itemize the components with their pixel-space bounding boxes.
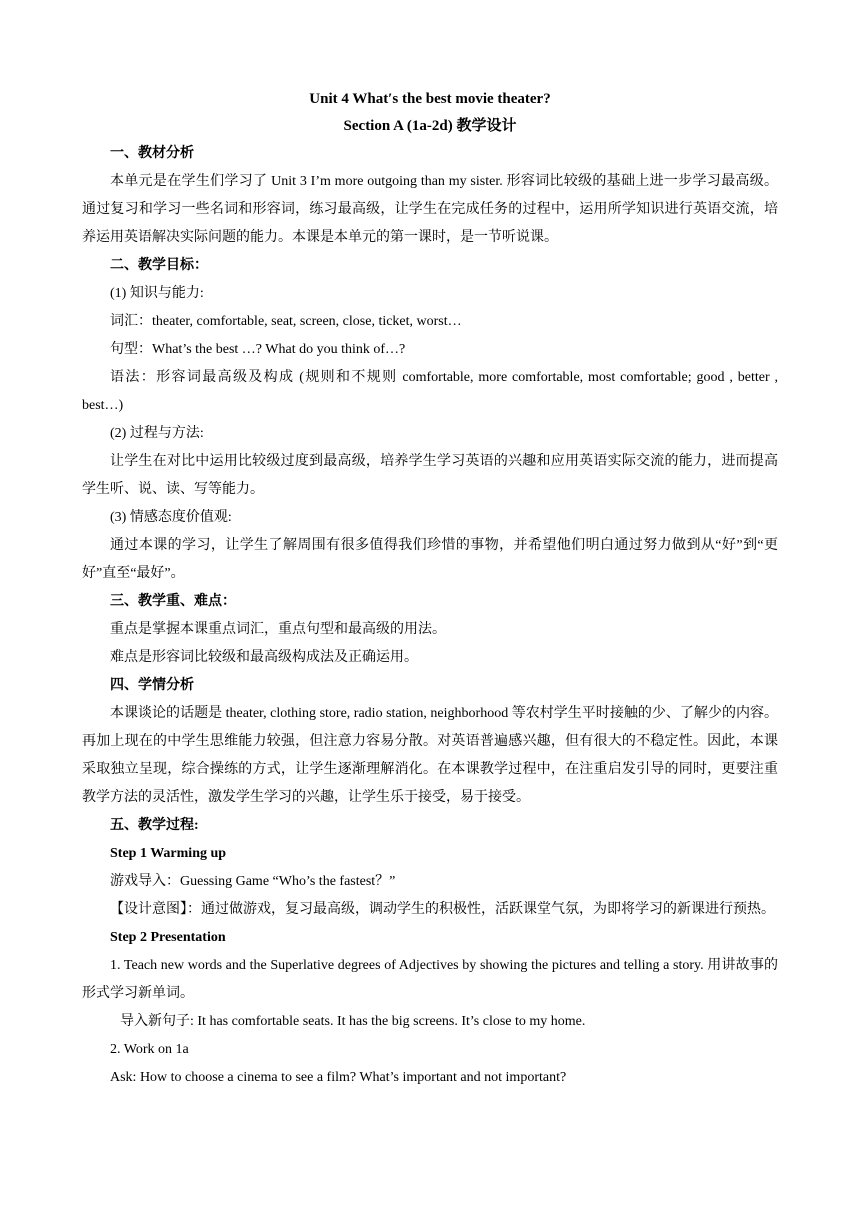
step-2-item-1-sentences: 导入新句子: It has comfortable seats. It has the big screens. It’s close to my home. [120, 1014, 586, 1029]
objective-grammar: 语法：形容词最高级及构成 (规则和不规则 comfortable, more comfortable, most comfortable; good , better , best…) [82, 370, 778, 413]
objective-sentence-patterns: 句型：What’s the best …? What do you think of…? [110, 342, 406, 357]
section-heading-student-analysis: 四、学情分析 [110, 678, 194, 693]
step-1-game: 游戏导入：Guessing Game “Who’s the fastest？” [110, 874, 396, 889]
objective-attitude-heading: (3) 情感态度价值观: [110, 510, 232, 525]
step-2-item-1: 1. Teach new words and the Superlative degrees of Adjectives by showing the pictures and telling a story. 用讲故事的形式学习新单词。 [82, 958, 778, 1001]
step-1-heading: Step 1 Warming up [110, 846, 227, 861]
document-title: Unit 4 What′s the best movie theater? [309, 91, 551, 107]
document-subtitle: Section A (1a-2d) 教学设计 [343, 118, 517, 134]
step-2-item-2: 2. Work on 1a [110, 1042, 189, 1057]
document-body [82, 86, 778, 1092]
section-heading-textbook-analysis: 一、教材分析 [110, 146, 194, 161]
paragraph-process-methods: 让学生在对比中运用比较级过度到最高级，培养学生学习英语的兴趣和应用英语实际交流的能力，进而提高学生听、说、读、写等能力。 [82, 454, 778, 497]
section-heading-objectives: 二、教学目标： [110, 258, 208, 273]
section-heading-key-points: 三、教学重、难点： [110, 594, 236, 609]
objective-process-heading: (2) 过程与方法: [110, 426, 204, 441]
objective-vocabulary: 词汇：theater, comfortable, seat, screen, close, ticket, worst… [110, 314, 462, 329]
section-heading-teaching-process: 五、教学过程: [110, 818, 199, 833]
step-1-design-intent: 【设计意图】：通过做游戏，复习最高级，调动学生的积极性，活跃课堂气氛，为即将学习的新课进行预热。 [110, 902, 775, 917]
difficult-point-text: 难点是形容词比较级和最高级构成法及正确运用。 [110, 650, 418, 665]
objective-knowledge-heading: (1) 知识与能力: [110, 286, 204, 301]
paragraph-student-analysis: 本课谈论的话题是 theater, clothing store, radio station, neighborhood 等农村学生平时接触的少、了解少的内容。再加上现在的中学生思维能力较强，但注意力容易分散。对英语普遍感兴趣，但有很大的不稳定性。因此，本课采取独立呈现，综合操练的方式，让学生逐渐理解消化。在本课教学过程中，在注重启发引导的同时，更要注重教学方法的灵活性，激发学生学习的兴趣，让学生乐于接受，易于接受。 [82, 706, 778, 805]
step-2-heading: Step 2 Presentation [110, 930, 226, 945]
paragraph-textbook-analysis: 本单元是在学生们学习了 Unit 3 I’m more outgoing than my sister. 形容词比较级的基础上进一步学习最高级。通过复习和学习一些名词和形容词，练习最高级，让学生在完成任务的过程中，运用所学知识进行英语交流，培养运用英语解决实际问题的能力。本课是本单元的第一课时，是一节听说课。 [82, 174, 778, 245]
key-point-text: 重点是掌握本课重点词汇，重点句型和最高级的用法。 [110, 622, 446, 637]
paragraph-attitude-values: 通过本课的学习，让学生了解周围有很多值得我们珍惜的事物，并希望他们明白通过努力做到从“好”到“更好”直至“最好”。 [82, 538, 778, 581]
step-2-ask: Ask: How to choose a cinema to see a film? What’s important and not important? [110, 1070, 567, 1085]
